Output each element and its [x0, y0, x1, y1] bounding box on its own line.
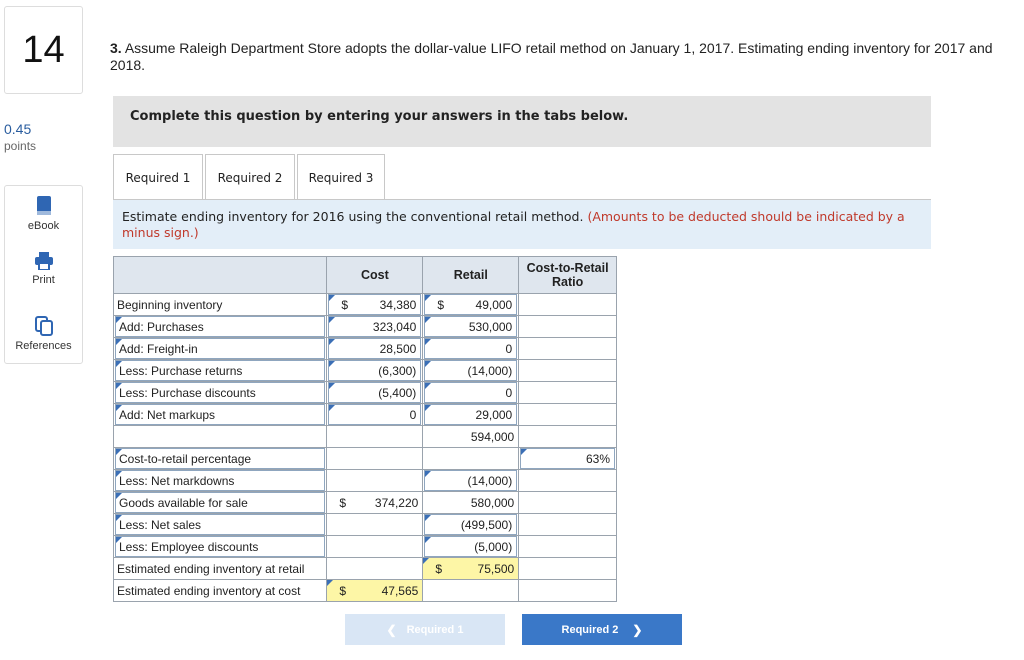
tab-required-1[interactable]: Required 1 — [113, 154, 203, 201]
table-row — [114, 492, 617, 514]
table-row — [114, 580, 617, 602]
cost-cell[interactable]: 28,500 — [328, 338, 421, 359]
retail-cell[interactable]: (499,500) — [424, 514, 517, 535]
retail-cell[interactable]: 0 — [424, 382, 517, 403]
retail-cell[interactable]: 0 — [424, 338, 517, 359]
header-ratio: Cost-to-Retail Ratio — [519, 257, 617, 294]
chevron-right-icon: ❯ — [632, 622, 643, 637]
row-label: Estimated ending inventory at cost — [117, 583, 301, 598]
row-label[interactable]: Cost-to-retail percentage — [115, 448, 325, 469]
ebook-label: eBook — [27, 220, 60, 232]
cost-cell — [327, 448, 422, 469]
ratio-cell — [519, 492, 616, 513]
cost-cell — [327, 426, 422, 447]
cost-cell — [327, 514, 422, 535]
cost-cell — [327, 470, 422, 491]
cost-cell[interactable]: $ 34,380 — [328, 294, 421, 315]
retail-cell[interactable]: (14,000) — [424, 360, 517, 381]
print-tool[interactable] — [5, 252, 82, 286]
table-row — [114, 360, 617, 382]
prev-button[interactable] — [345, 614, 505, 645]
table-row — [114, 338, 617, 360]
cost-cell[interactable]: $ 47,565 — [327, 580, 422, 601]
references-icon — [35, 316, 53, 336]
question-label: 3. — [110, 40, 122, 56]
retail-cell — [423, 580, 518, 601]
tools-panel — [4, 185, 83, 364]
ratio-cell — [519, 382, 616, 403]
row-label[interactable]: Less: Purchase returns — [115, 360, 325, 381]
ratio-cell — [519, 470, 616, 491]
retail-cell[interactable]: 530,000 — [424, 316, 517, 337]
instruction-text: Complete this question by entering your answers in the tabs below. — [130, 109, 629, 124]
row-label[interactable]: Less: Employee discounts — [115, 536, 325, 557]
cost-cell — [327, 558, 422, 579]
table-row — [114, 470, 617, 492]
prev-button-label: Required 1 — [406, 623, 464, 636]
row-label: Estimated ending inventory at retail — [117, 561, 305, 576]
retail-cell[interactable]: (5,000) — [424, 536, 517, 557]
retail-method-table — [113, 256, 617, 602]
row-label: Beginning inventory — [117, 297, 223, 312]
points-value: 0.45 — [4, 121, 32, 137]
row-label[interactable]: Add: Freight-in — [115, 338, 325, 359]
question-body: Assume Raleigh Department Store adopts the dollar-value LIFO retail method on January 1, 2017. Estimating ending inventory for 2017 and 2018. — [110, 40, 993, 73]
retail-cell: 580,000 — [470, 495, 515, 510]
retail-cell[interactable]: $ 75,500 — [423, 558, 518, 579]
ratio-cell — [519, 316, 616, 337]
tab-bar — [113, 154, 387, 200]
ratio-cell — [519, 536, 616, 557]
cost-cell[interactable]: 323,040 — [328, 316, 421, 337]
next-button[interactable] — [522, 614, 682, 645]
ratio-cell — [519, 360, 616, 381]
chevron-left-icon: ❮ — [386, 622, 397, 637]
ratio-cell — [519, 294, 616, 315]
instruction-bar — [113, 96, 931, 147]
cost-cell[interactable]: 0 — [328, 404, 421, 425]
retail-cell — [423, 448, 518, 469]
references-label: References — [15, 340, 72, 352]
row-label — [114, 426, 326, 447]
ratio-cell[interactable]: 63% — [520, 448, 615, 469]
retail-cell[interactable]: $ 49,000 — [424, 294, 517, 315]
ebook-tool[interactable] — [5, 196, 82, 232]
ratio-cell — [519, 404, 616, 425]
table-row — [114, 448, 617, 470]
tab-required-3[interactable]: Required 3 — [297, 154, 385, 200]
table-row — [114, 558, 617, 580]
points-label: points — [4, 139, 37, 153]
row-label[interactable]: Less: Net sales — [115, 514, 325, 535]
ebook-icon — [36, 196, 52, 216]
row-label[interactable]: Goods available for sale — [115, 492, 325, 513]
ratio-cell — [519, 426, 616, 447]
row-label[interactable]: Less: Net markdowns — [115, 470, 325, 491]
cost-cell[interactable]: (5,400) — [328, 382, 421, 403]
ratio-cell — [519, 580, 616, 601]
retail-cell[interactable]: (14,000) — [424, 470, 517, 491]
tab-required-2[interactable]: Required 2 — [205, 154, 295, 200]
row-label[interactable]: Add: Net markups — [115, 404, 325, 425]
question-number: 14 — [4, 6, 83, 94]
next-button-label: Required 2 — [561, 623, 619, 636]
ratio-cell — [519, 338, 616, 359]
table-row — [114, 382, 617, 404]
retail-cell[interactable]: 29,000 — [424, 404, 517, 425]
table-row — [114, 294, 617, 316]
table-row — [114, 514, 617, 536]
references-tool[interactable] — [5, 316, 82, 352]
question-text — [110, 40, 1000, 74]
header-blank — [114, 257, 327, 294]
cost-cell[interactable]: (6,300) — [328, 360, 421, 381]
retail-cell: 594,000 — [470, 429, 515, 444]
header-retail: Retail — [423, 257, 519, 294]
cost-cell: $ 374,220 — [339, 495, 419, 510]
table-row — [114, 426, 617, 448]
ratio-cell — [519, 514, 616, 535]
points-block — [4, 121, 36, 153]
print-icon — [35, 252, 53, 270]
prompt-bar — [113, 199, 931, 249]
cost-cell — [327, 536, 422, 557]
row-label[interactable]: Less: Purchase discounts — [115, 382, 325, 403]
row-label[interactable]: Add: Purchases — [115, 316, 325, 337]
table-row — [114, 404, 617, 426]
table-row — [114, 536, 617, 558]
ratio-cell — [519, 558, 616, 579]
table-row — [114, 316, 617, 338]
prompt-text: Estimate ending inventory for 2016 using the conventional retail method. — [122, 209, 584, 224]
print-label: Print — [32, 274, 55, 286]
header-cost: Cost — [327, 257, 423, 294]
prompt-note: (Amounts to be deducted should be indicated by a minus sign.) — [122, 209, 905, 240]
